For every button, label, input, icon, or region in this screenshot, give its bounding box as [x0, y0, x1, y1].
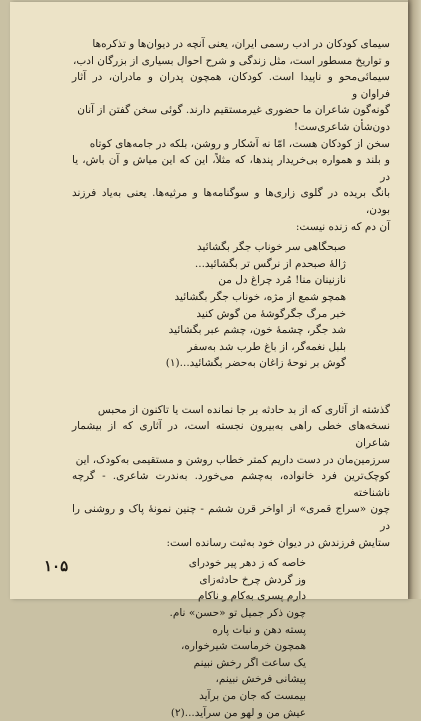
text-line: و تواریخ مسطور است، مثل زندگی و شرح احوال بسیاری از بزرگان ادب،: [73, 54, 390, 67]
verse-line: بلبل نغمه‌گر، از باغ طرب شد به‌سفر: [187, 340, 346, 353]
paragraph-3: [72, 402, 390, 551]
text-line: کوچک‌ترین فرد خانواده، به‌چشم می‌خورد. به‌ندرت شاعری. - گرچه ناشناخته: [72, 470, 390, 499]
verse-line: پسته دهن و نبات پاره: [212, 623, 306, 636]
verse-line: همچون خرماست شیرخواره،: [181, 640, 306, 653]
verse-line: دارم پسری به‌کام و ناکام: [198, 590, 306, 603]
text-line: دون‌شأن شاعری‌ست!: [293, 120, 390, 133]
text-line: گونه‌گون شاعران ما حضوری غیرمستقیم دارند. گوئی سخن گفتن از آنان: [77, 104, 390, 117]
text-line: سخن از کودکان هست، امّا نه آشکار و روشن، بلکه در جامه‌های کوتاه: [89, 137, 390, 150]
text-line: آن دم که زنده نیست:: [295, 220, 390, 233]
text-line: سرزمین‌مان در دست داریم کمتر خطاب روشن و مستقیمی به‌کودک، این: [75, 453, 390, 466]
verse-line: یک ساعت اگر رخش نبینم: [193, 656, 306, 669]
page-number: ۱۰۵: [44, 557, 69, 575]
verse-line: نازنینان منا! مُرد چراغ دل من: [218, 274, 346, 287]
text-line: سیمای کودکان در ادب رسمی ایران، یعنی آنچه در دیوان‌ها و تذکره‌ها: [92, 38, 390, 50]
verse-line: همچو شمع از مژه، خوناب جگر بگشائید: [174, 290, 346, 303]
verse-line: وز گردش چرخ حادثه‌زای: [199, 573, 306, 586]
verse-line: خاصه که ز دهر پیر خودرای: [188, 557, 306, 570]
verse-line: خبر مرگ جگرگوشهٔ من گوش کنید: [196, 307, 346, 320]
section-gap: [72, 372, 390, 402]
text-line: بانگ بریده در گلوی زاری‌ها و سوگنامه‌ها و مرثیه‌ها. یعنی به‌یاد فرزند بودن،: [72, 187, 390, 216]
verse-line: چون ذکر جمیل تو «حسن» نام.: [169, 607, 306, 619]
verse-line: شد جگر، چشمهٔ خون، چشم عبر بگشائید: [168, 324, 346, 337]
text-line: و بلند و همواره بی‌خریدار پندها، که مثلاً، این که این میاش و آن باش، یا در: [72, 154, 390, 183]
verse-line: پیشانی فرخش نبینم،: [215, 673, 306, 686]
verse-block-2: [72, 555, 390, 721]
page-body: [72, 36, 390, 721]
text-line: ستایش فرزندش در دیوان خود به‌ثبت رسانده است:: [166, 536, 390, 549]
book-page: [10, 2, 408, 719]
verse-line: صبحگاهی سر خوناب جگر بگشائید: [197, 241, 346, 254]
book-spine-edge: [408, 0, 421, 599]
text-line: گذشته از آثاری که از بد حادثه بر جا نمانده است یا تاکنون از محبس: [97, 403, 390, 416]
text-line: نسخه‌های خطی راهی به‌بیرون نجسته است، در آثاری که از بیشمار شاعران: [72, 420, 390, 450]
verse-line: گوش بر نوحهٔ زاغان به‌حضر بگشائید...(۱): [165, 357, 346, 370]
text-line: سیمائی‌محو و ناپیدا است. کودکان، همچون پدران و مادران، در آثار فراوان و: [72, 71, 390, 100]
paragraph-2: [72, 136, 390, 236]
paragraph-1: [72, 36, 390, 136]
verse-line: ژالهٔ صبحدم از نرگس تر بگشائید...: [194, 257, 346, 270]
verse-line: بیمست که جان من برآید: [199, 689, 306, 702]
text-line: چون «سراج قمری» از اواخر قرن ششم - چنین نمونهٔ پاک و روشنی را در: [72, 503, 390, 533]
verse-block-1: [72, 239, 390, 372]
verse-line: عیش من و لهو من سرآید...(۲): [170, 706, 306, 719]
